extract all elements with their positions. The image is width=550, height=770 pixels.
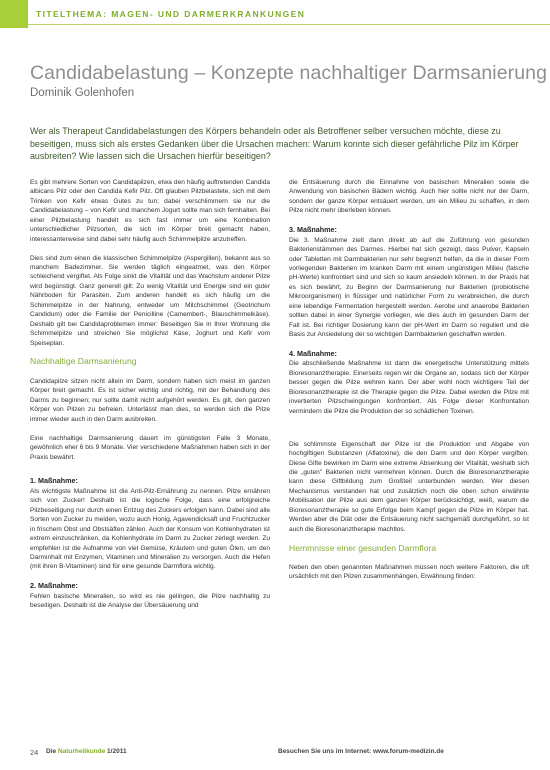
paragraph: Dies sind zum einen die klassischen Schimmelpilze (Aspergillen), bekannt aus so manchem Badezimmer. Sie werden täglich eingeatmet, was den Körper schleichend vergiftet. Als Folge sinkt die Vitalität und das Wachstum anderer Pilze wird begünstigt. Ganz generell gilt: Zu wenig Vitalität und Energie sind ein guter Nährboden für Parasiten. Zum anderen handelt es sich häufig um die Schimmelpilze in der Nahrung, entweder um Milchschimmel (Geotrichum Candidum) oder die Familie der Penicilline (Camembert-, Blauschimmelkäse). Deshalb gilt bei Candidaproblemen immer: Beseitigen Sie in Ihrer Wohnung die Schimmelpilze und streichen Sie möglichst Käse, Joghurt und Kefir vom Speiseplan. [30, 254, 270, 347]
paragraph: Die schlimmste Eigenschaft der Pilze ist die Produktion und Abgabe von hochgiftigen Substanzen (Aflatoxine), die den Darm und den Körper vergiften. Diese Gifte bewirken im Darm eine extreme Absenkung der Vitalität, weshalb sich die „guten" Bakterien nicht vermehren können. Durch die Bioresonanztherapie kann diese Giftbildung zum Großteil unterbunden werden. Wer diesen Mechanismus verstanden hat und zusätzlich noch die oben schon erwähnte Mobilisation der Pilze aus dem ganzen Körper berücksichtigt, weiß, warum die Bioresonanztherapie so gute Erfolge beim Kampf gegen die Pilze im Körper hat. Werden aber die Diät oder die Entsäuerung nicht sachgemäß durchgeführt, so ist auch die Bioresonanztherapie machtlos. [289, 440, 529, 533]
paragraph: Es gibt mehrere Sorten von Candidapilzen, etwa den häufig auftretenden Candida albicans Pilz oder den Candida Kefir Pilz. Oft glauben Pilzbelastete, sich mit dem Trinken von Kefir etwas Gutes zu tun; dabei verschlimmern sie nur die Candidabelastung – von Kefir und manchem Jogurt sollte man sich fernhalten. Bei einer Pilzbelastung handelt es sich fast immer um eine Kombination unterschiedlicher Pilzsorten, die sich im Körper breit gemacht haben, interessanterweise sind dabei sehr häufig auch Schimmelpilze anzutreffen. [30, 179, 270, 243]
paragraph: Die 3. Maßnahme zielt dann direkt ab auf die Zuführung von gesunden Bakterienstämmen des Darmes. Hierbei hat sich gezeigt, dass Pulver, Kapseln oder Tabletten mit Darmbakterien nur sehr begrenzt helfen, da die in dieser Form vorliegenden Bakterien im kranken Darm mit einem ungünstigen Milieu (falsche pH-Werte) konfrontiert sind und sich so kaum ansiedeln können. In der Praxis hat es sich bewährt, zu Beginn der Darmsanierung nur Bakterien (probiotische Mikroorganismen) in flüssiger und natürlicher Form zu verabreichen, die durch eine lebendige Fermentation hergestellt werden. Aerobe und anaerobe Bakterien sollten dabei in einer Synergie vorliegen, wie dies auch im gesunden Darm der Fall ist. Bei richtiger Dosierung kann der pH-Wert im Darm so reguliert und die Basis zur Ansiedelung der so wichtigen Darmbakterien geschaffen werden. [289, 236, 529, 339]
left-column [30, 178, 270, 620]
journal-name [46, 748, 127, 755]
subheading-nachhaltige-darmsanierung: Nachhaltige Darmsanierung [30, 356, 137, 367]
journal-prefix: Die [46, 748, 58, 755]
journal-green: Naturheilkunde [57, 748, 106, 755]
article-title: Candidabelastung – Konzepte nachhaltiger Darmsanierung [30, 62, 548, 84]
page-number: 24 [30, 748, 39, 757]
header-bar [0, 0, 550, 28]
heading-massnahme-1: 1. Maßnahme: [30, 476, 78, 486]
heading-massnahme-2: 2. Maßnahme: [30, 581, 78, 591]
heading-massnahme-4: 4. Maßnahme: [289, 349, 337, 359]
paragraph: Als wichtigste Maßnahme ist die Anti-Pilz-Ernährung zu nennen. Pilze ernähren sich von Zucker! Deshalb ist die logische Folge, dass eine erfolgreiche Pilzbeseitigung nur durch einen Entzug des Zuckers erfolgen kann. Dabei sind alle Sorten von Zucker zu meiden, wozu auch Honig, Agavendicksaft und Fruchtzucker in frischem Obst und Obstsäften zählen. Auch der Konsum von Kohlenhydraten ist extrem einzuschränken, da Kohlenhydrate im Darm zu Zucker zerlegt werden. Zu empfehlen ist die Aufnahme von viel Gemüse, Kräutern und guten Ölen, um den Darminhalt mit Enzymen, Vitaminen und Mineralien zu versorgen. Auch die Hefen (mit ihren B-Vitaminen) sind für eine gesunde Darmflora wichtig. [30, 487, 270, 571]
section-color-tab [0, 0, 28, 28]
paragraph: Fehlen basische Mineralien, so wird es nie gelingen, die Pilze nachhaltig zu beseitigen. Deshalb ist die Analyse der Übersäuerung und [30, 592, 270, 610]
paragraph: Die abschließende Maßnahme ist dann die energetische Unterstützung mittels Bioresonanztherapie. Einerseits regen wir die Organe an, sodass sich der Körper besser gegen die Pilze wehren kann. Der aber wohl noch wichtigere Teil der Bioresonanztherapie ist die Therapie gegen die Pilze. Dabei werden die Pilze mit invertierten Pilzschwingungen konfrontiert. Als Folge dieser Konfrontation vermindern die Pilze die Produktion der so schädlichen Toxinen. [289, 360, 529, 415]
journal-issue: 1/2011 [105, 748, 127, 755]
paragraph: Neben den oben genannten Maßnahmen müssen noch weitere Faktoren, die oft ursächlich mit den Pilzen zusammenhängen, Erwähnung finden: [289, 563, 529, 581]
heading-massnahme-3: 3. Maßnahme: [289, 225, 337, 235]
header-divider [28, 24, 550, 25]
right-column [289, 178, 529, 591]
paragraph: die Entsäuerung durch die Einnahme von basischen Mineralien sowie die Anwendung von basischen Bädern wichtig. Auch hier sollte nicht nur der Darm, sondern der ganze Körper entsäuert werden, um ein Milieu zu schaffen, in dem Pilze nicht mehr überleben können. [289, 179, 529, 215]
article-lead: Wer als Therapeut Candidabelastungen des Körpers behandeln oder als Betroffener selber versuchen möchte, diese zu beseitigen, muss sich als erstes Gedanken über die Ursachen machen: Warum konnte sich dieser gefährliche Pilz im Körper ausbreiten? Wie lassen sich die Ursachen hierfür beseitigen? [30, 126, 519, 162]
article-author: Dominik Golenhofen [30, 87, 135, 99]
subheading-hemmnisse: Hemmnisse einer gesunden Darmflora [289, 542, 437, 553]
paragraph: Eine nachhaltige Darmsanierung dauert im günstigsten Falle 3 Monate, gewöhnlich eher 6 bis 9 Monate. Vier verschiedene Maßnahmen haben sich in der Praxis bewährt. [30, 434, 270, 461]
paragraph: Candidapilze sitzen nicht allein im Darm, sondern haben sich meist im ganzen Körper breit gemacht. Es ist sicher wichtig und richtig, mit der Behandlung des Darms zu beginnen; nur sollte damit nicht aufgehört werden. Es gilt, den ganzen Körper von Pilzen zu befreien. Unterlässt man dies, so werden sich die Pilze immer wieder auch in den Darm ausbreiten. [30, 377, 270, 423]
web-notice: Besuchen Sie uns im Internet: www.forum-medizin.de [278, 748, 444, 755]
section-label: TITELTHEMA: MAGEN- UND DARMERKRANKUNGEN [36, 9, 306, 19]
